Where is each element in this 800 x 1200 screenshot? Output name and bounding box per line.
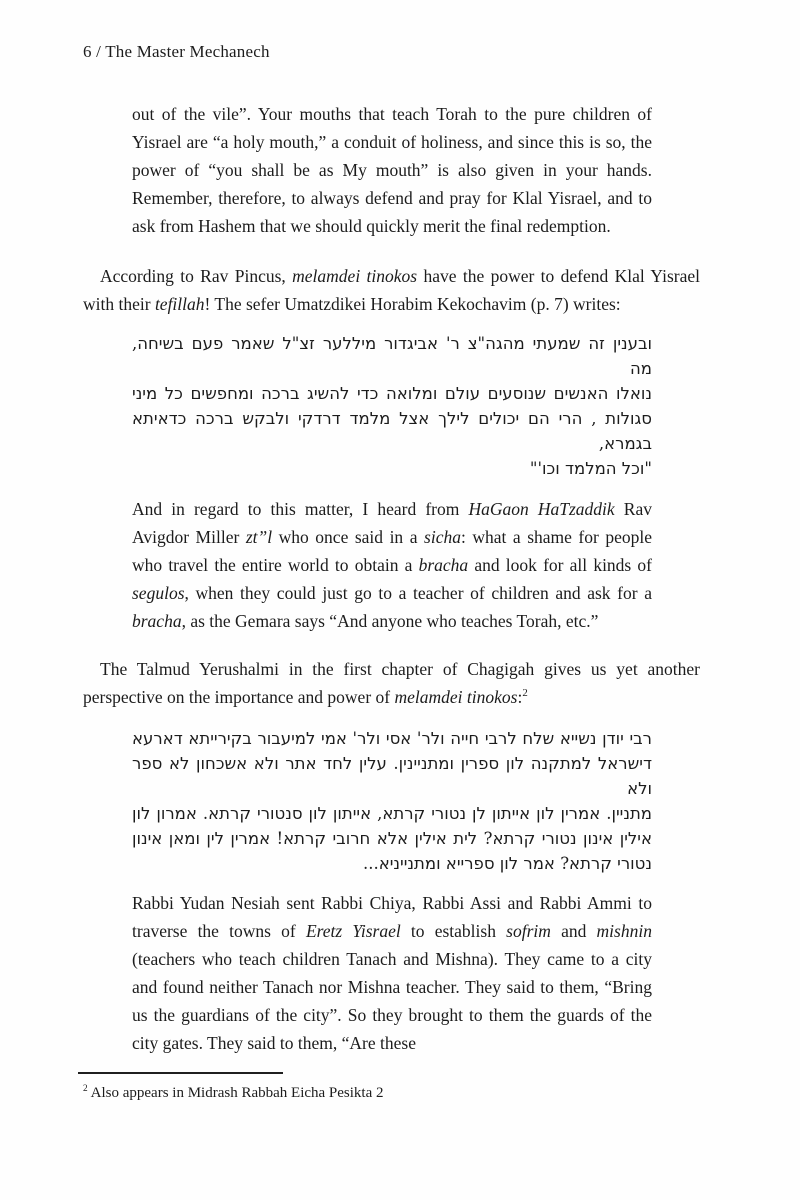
paragraph-talmud-yerushalmi: The Talmud Yerushalmi in the first chapter of Chagigah gives us yet another perspective on the importance and power of melamdei tinokos:$^2$ bbox=[83, 659, 700, 707]
page-header: 6 / The Master Mechanech bbox=[83, 42, 270, 61]
footnote bbox=[83, 1083, 700, 1103]
paragraph-rav-pincus: According to Rav Pincus, melamdei tinokos have the power to defend Klal Yisrael with their tefillah! The sefer Umatzdikei Horabim Kekochavim (p. 7) writes: bbox=[83, 266, 701, 314]
block-quote-holy-mouth: out of the vile”. Your mouths that teach Torah to the pure children of Yisrael are “a holy mouth,” a conduit of holiness, and since this is so, the power of “you shall be as My mouth” is also given in your hands. Remember, therefore, to always defend and pray for Klal Yisrael, and to ask from Hashem that we should quickly merit the final redemption. bbox=[132, 104, 652, 236]
footnote-text: Also appears in Midrash Rabbah Eicha Pesikta 2 bbox=[90, 1085, 384, 1101]
translation-yerushalmi: Rabbi Yudan Nesiah sent Rabbi Chiya, Rabbi Assi and Rabbi Ammi to traverse the towns of Eretz Yisrael to establish sofrim and mishnin (teachers who teach children Tanach and Mishna). They came to a city and found neither Tanach nor Mishna teacher. They said to them, “Bring us the guardians of the city”. So they brought to them the guards of the city gates. They said to them, “Are these bbox=[132, 893, 652, 1053]
footnote-divider bbox=[78, 1072, 283, 1074]
translation-rav-miller: And in regard to this matter, I heard from HaGaon HaTzaddik Rav Avigdor Miller zt”l who once said in a sicha: what a shame for people who travel the entire world to obtain a bracha and look for all kinds of segulos, when they could just go to a teacher of children and ask for a bracha, as the Gemara says “And anyone who teaches Torah, etc.” bbox=[132, 499, 653, 631]
hebrew-quote-yerushalmi: רבי יודן נשייא שלח לרבי חייה ולר' אסי ולר' אמי למיעבור בקירייתא דארעא דישראל למתקנה לון ספרין ומתניינין. עלין לחד אתר ולא אשכחון לא ספר ולא מתניין. אמרין לון אייתון לן נטורי קרתא, אייתון לון סנטורי קרתא. אמרון לון אילין אינון נטורי קרתא? לית אילין אלא חרובי קרתא! אמרין לין ומאן אינון נטורי קרתא? אמר לון ספרייא ומתנייניא... bbox=[132, 729, 652, 873]
footnote-marker: 2 bbox=[83, 1084, 88, 1094]
hebrew-quote-umatzdikei: ובענין זה שמעתי מהגה"צ ר' אביגדור מיללער זצ"ל שאמר פעם בשיחה, מה נואלו האנשים שנוסעים עולם ומלואה כדי להשיג ברכה ומחפשים כל מיני סגולות , הרי הם יכולים לילך אצל מלמד דרדקי ולבקש ברכה כדאיתא בגמרא, "וכל המלמד וכו'" bbox=[132, 334, 652, 478]
